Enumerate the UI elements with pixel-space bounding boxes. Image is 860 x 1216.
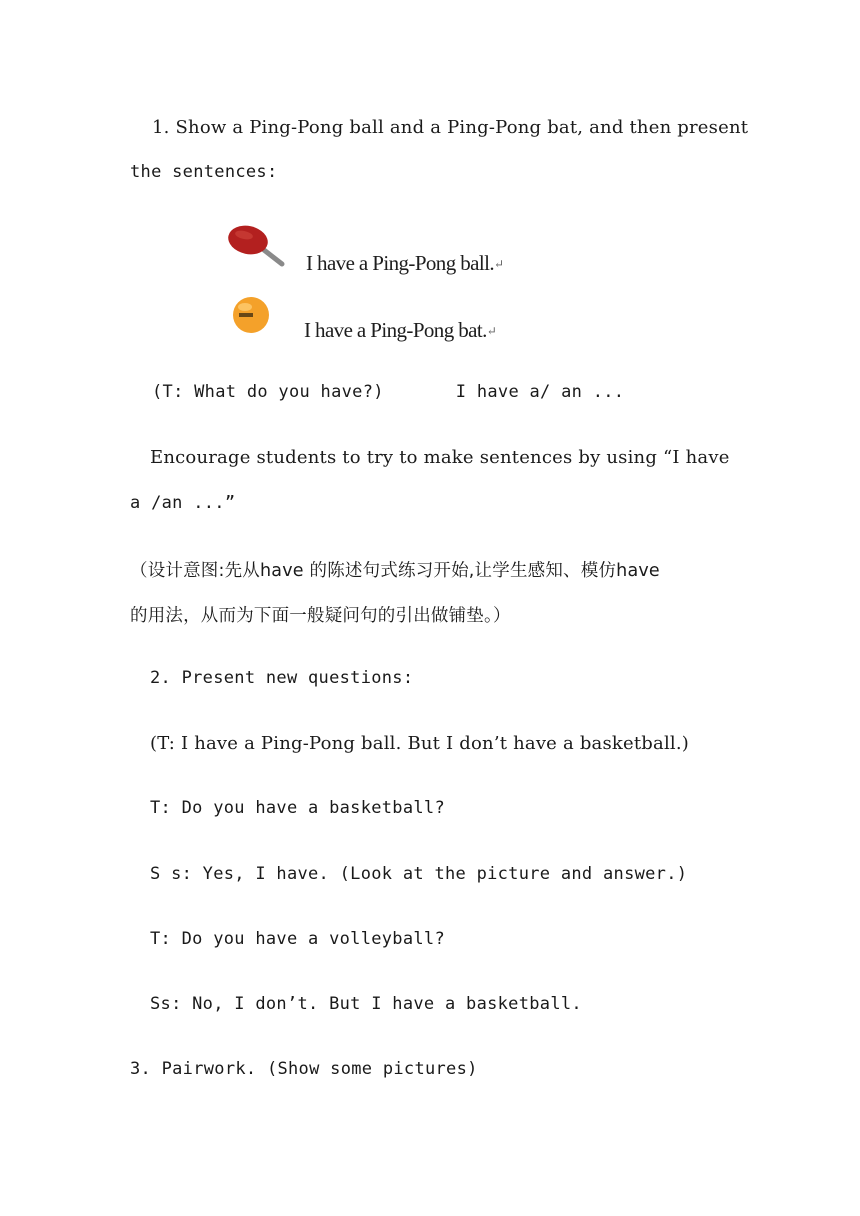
dialog1-prompt: (T: What do you have?) <box>152 382 384 402</box>
ping-pong-bat-icon <box>226 222 286 268</box>
return-mark-icon: ↵ <box>486 324 497 338</box>
step2-line3: S s: Yes, I have. (Look at the picture and answer.) <box>150 864 688 884</box>
encourage-line2: a /an ...” <box>130 493 236 513</box>
caption-ball: I have a Ping-Pong bat. <box>304 318 487 342</box>
dialog1-answer: I have a/ an ... <box>455 382 625 402</box>
step2-line4: T: Do you have a volleyball? <box>150 929 445 949</box>
design-note-line2: 的用法，从而为下面一般疑问句的引出做铺垫。） <box>130 606 511 626</box>
step2-line5: Ss: No, I don’t. But I have a basketball. <box>150 994 582 1014</box>
step3-title: 3. Pairwork. (Show some pictures) <box>130 1059 478 1079</box>
encourage-line1: Encourage students to try to make sentences by using “I have <box>150 447 730 468</box>
return-mark-icon: ↵ <box>493 257 504 271</box>
step1-line2: the sentences: <box>130 162 278 182</box>
caption-ball-line <box>304 318 496 343</box>
step2-line1: (T: I have a Ping-Pong ball. But I don’t have a basketball.) <box>150 733 690 754</box>
dialog1-line <box>152 382 624 402</box>
design-note-line1: （设计意图:先从have 的陈述句式练习开始,让学生感知、模仿have <box>130 561 660 581</box>
caption-bat-line <box>306 251 503 276</box>
step2-title: 2. Present new questions: <box>150 668 414 688</box>
step2-line2: T: Do you have a basketball? <box>150 798 445 818</box>
caption-bat: I have a Ping-Pong ball. <box>306 251 494 275</box>
step1-line1: 1. Show a Ping-Pong ball and a Ping-Pong bat, and then present <box>152 117 749 138</box>
ping-pong-ball-icon <box>230 294 272 336</box>
